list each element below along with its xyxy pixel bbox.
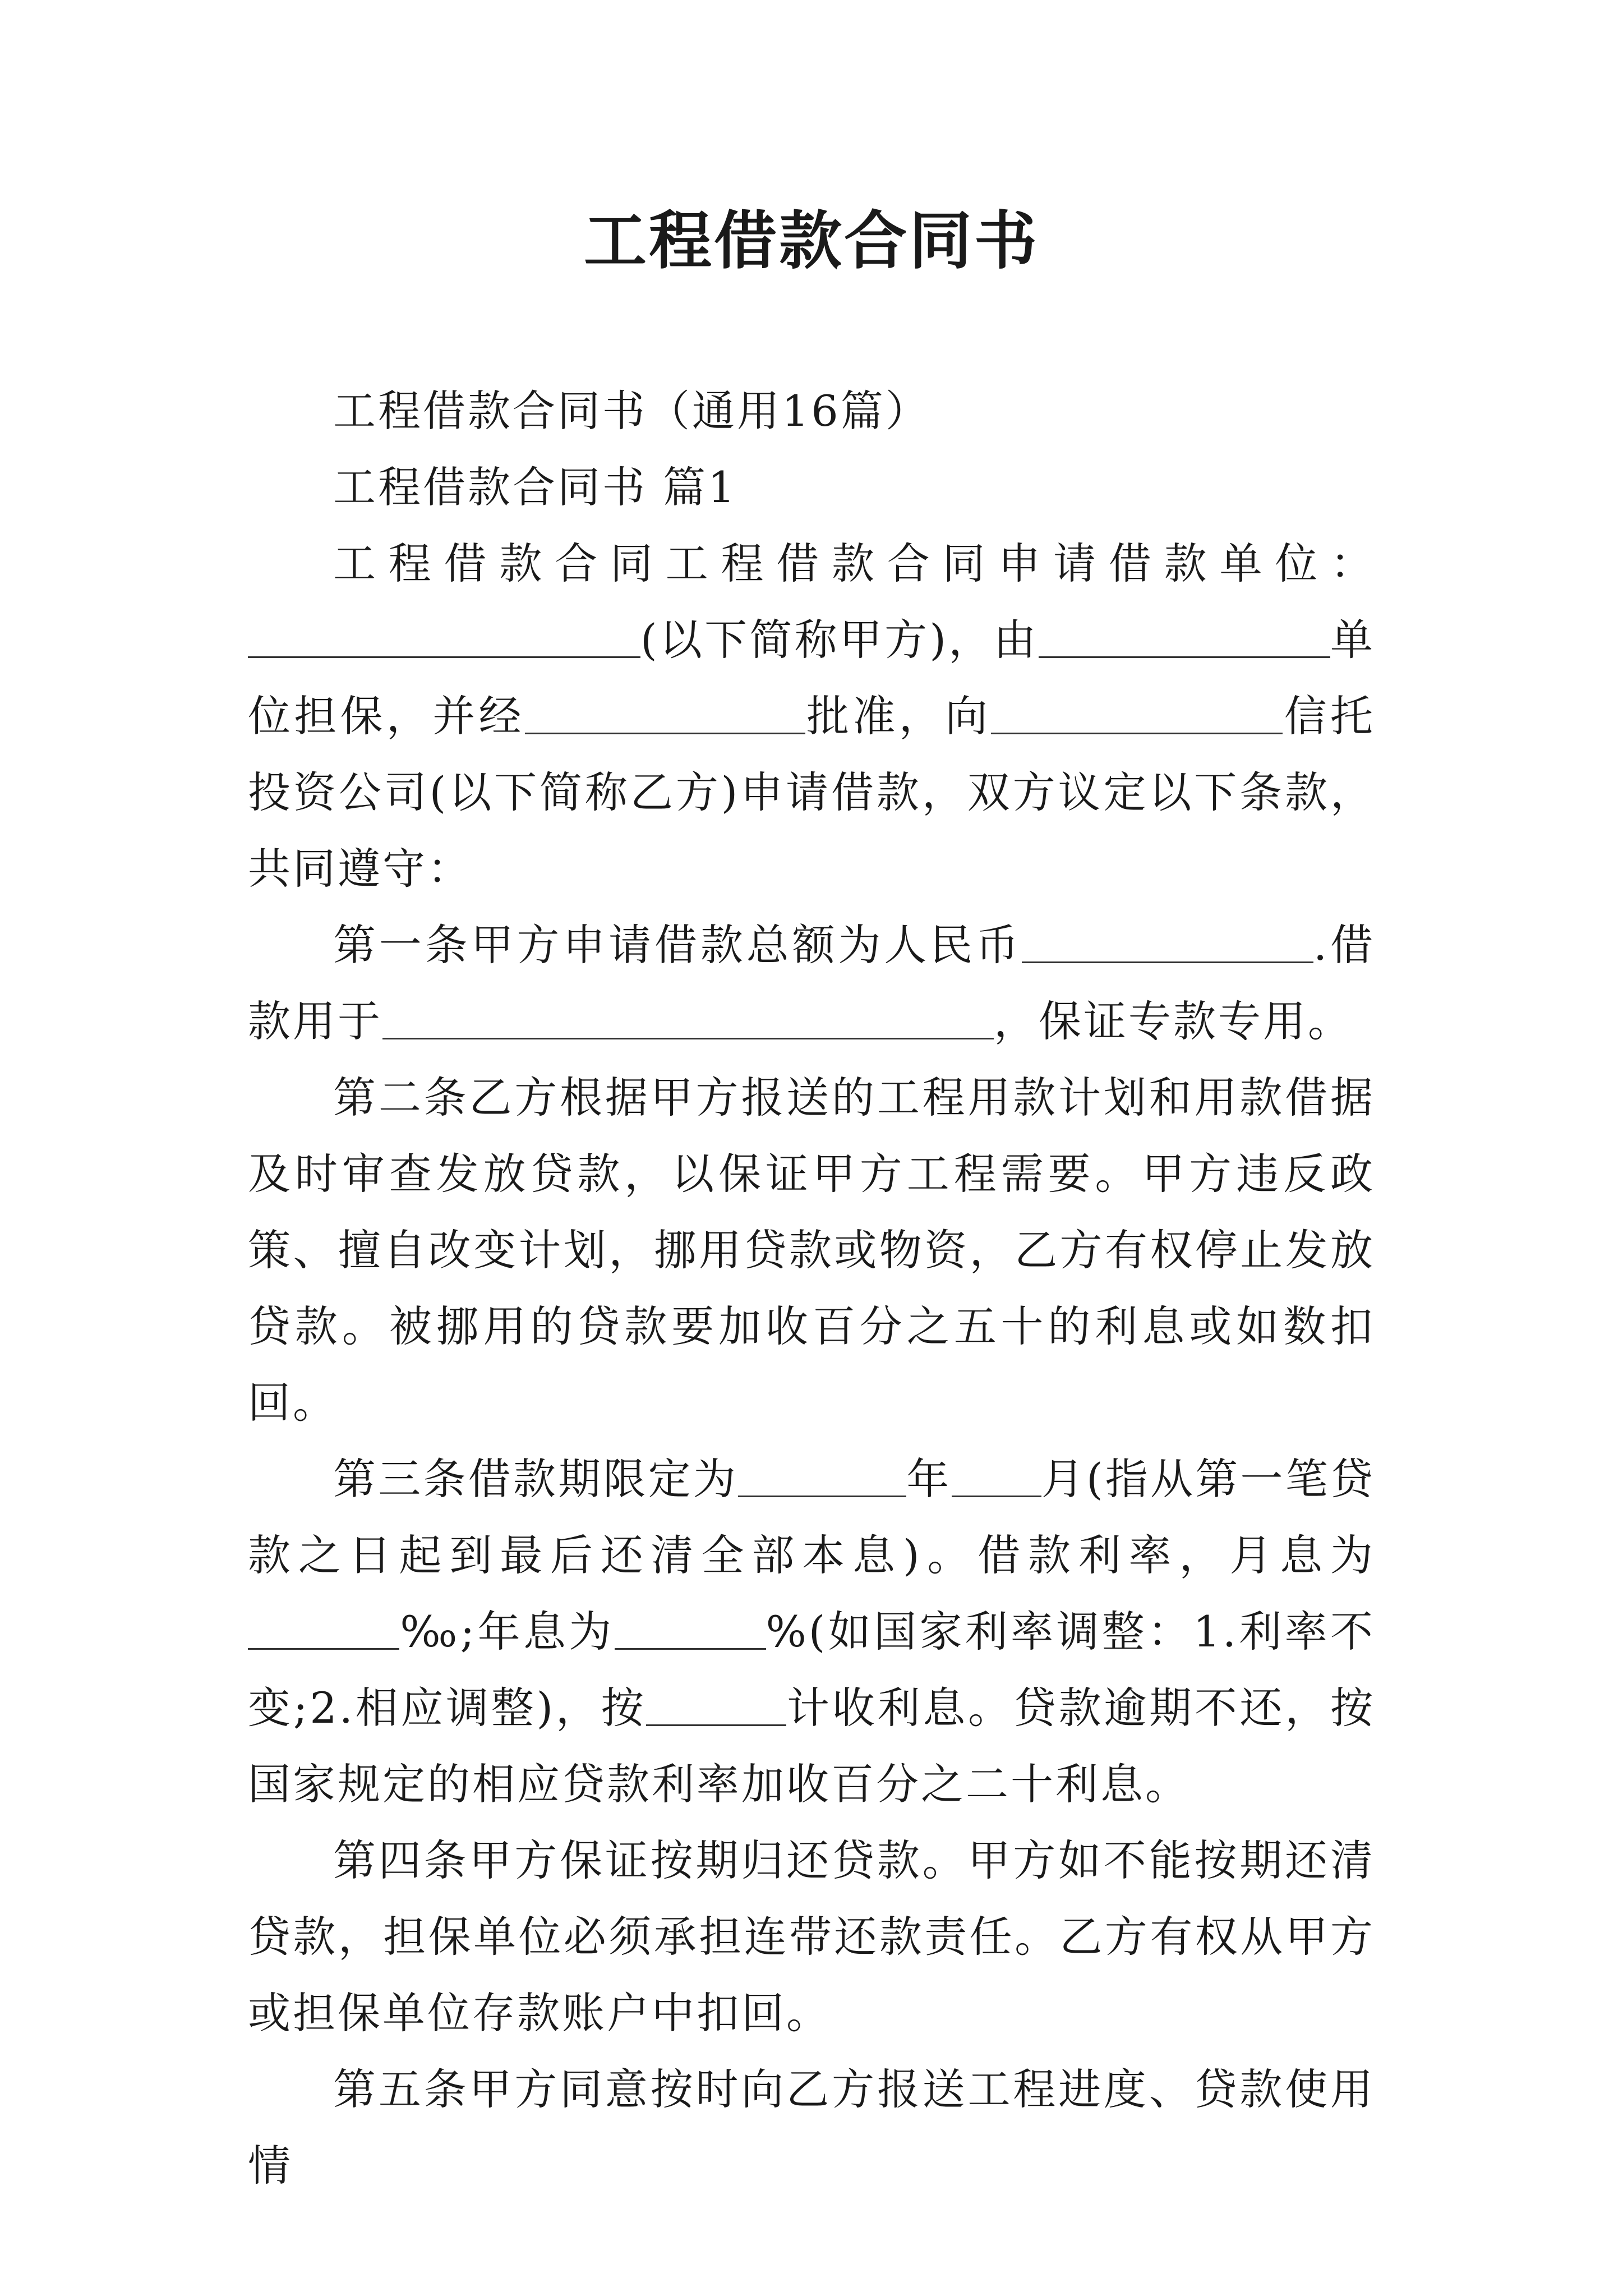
text-run: .借款用于: [248, 920, 1375, 1046]
text-run: %(如国家利率调整：1.利率不变;2.相应调整)，按: [248, 1607, 1375, 1733]
text-run: 年: [906, 1454, 952, 1504]
text-run: ，保证专款专用。: [994, 996, 1353, 1046]
text-run: (以下简称甲方)，由: [640, 615, 1039, 665]
article-3: [248, 1441, 1375, 1823]
blank-monthly-rate: [248, 1609, 399, 1650]
document-body: [248, 373, 1375, 2204]
article-1: [248, 907, 1375, 1060]
text-run: 第三条借款期限定为: [333, 1454, 739, 1504]
section-heading: 工程借款合同书 篇1: [333, 462, 737, 512]
blank-approver: [525, 693, 805, 734]
text-run: 工程借款合同工程借款合同申请借款单位：: [333, 539, 1375, 588]
article-2: 第二条乙方根据甲方报送的工程用款计划和用款借据及时审查发放贷款，以保证甲方工程需要。甲方违反政策、擅自改变计划，挪用贷款或物资，乙方有权停止发放贷款。被挪用的贷款要加收百分之五十的利息或如数扣回。: [248, 1073, 1375, 1428]
text-run: 月(指从第一笔贷款之日起到最后还清全部本息)。借款利率，月息为: [248, 1454, 1376, 1580]
document-title: 工程借款合同书: [584, 204, 1039, 278]
text-run: 信托投资公司(以下简称乙方)申请借款，双方议定以下条款，共同遵守：: [248, 691, 1376, 894]
article-4: 第四条甲方保证按期归还贷款。甲方如不能按期还清贷款，担保单位必须承担连带还款责任。乙方有权从甲方或担保单位存款账户中扣回。: [248, 1835, 1375, 2038]
text-run: 批准，向: [805, 691, 992, 741]
text-run: 单位担保，并经: [248, 615, 1375, 741]
blank-interest-method: [646, 1685, 786, 1726]
blank-trust-company: [991, 693, 1283, 734]
paragraph-intro: [248, 526, 1375, 907]
blank-annual-rate: [615, 1609, 766, 1650]
blank-guarantor: [1039, 617, 1330, 658]
text-run: 计收利息。贷款逾期不还，按国家规定的相应贷款利率加收百分之二十利息。: [248, 1683, 1375, 1809]
blank-years: [738, 1456, 906, 1497]
blank-borrower: [248, 617, 640, 658]
document-subtitle: 工程借款合同书（通用16篇）: [333, 386, 930, 436]
blank-loan-amount: [1022, 922, 1313, 963]
text-run: ‰;年息为: [399, 1607, 615, 1657]
blank-months: [952, 1456, 1041, 1497]
article-5: 第五条甲方同意按时向乙方报送工程进度、贷款使用情: [248, 2064, 1375, 2191]
blank-loan-purpose: [382, 999, 994, 1039]
text-run: 第一条甲方申请借款总额为人民币: [333, 920, 1022, 970]
